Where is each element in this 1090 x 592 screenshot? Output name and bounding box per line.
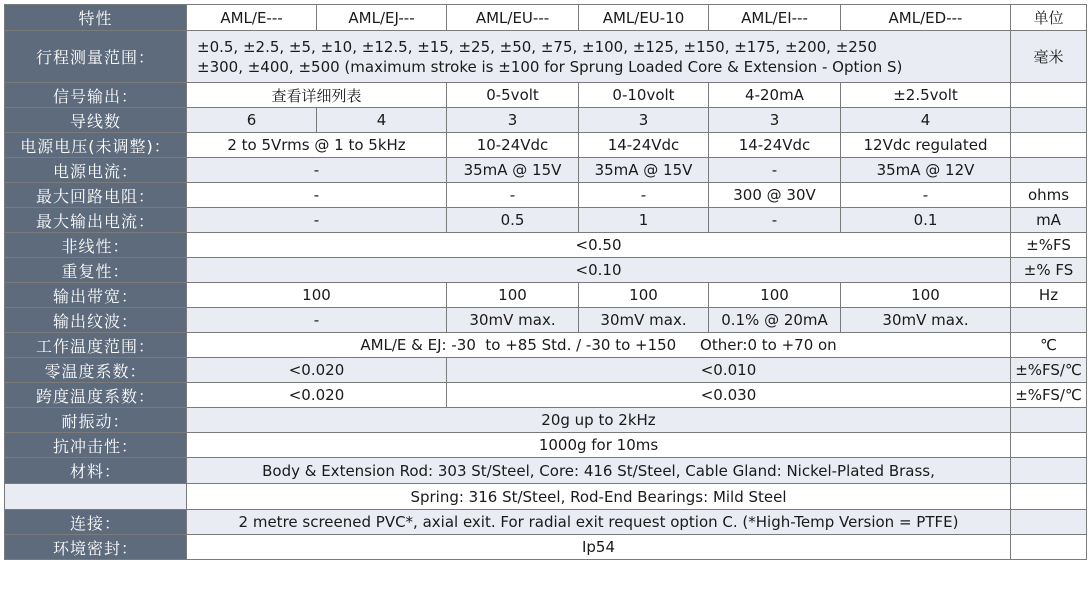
model-header: AML/EJ---	[317, 5, 447, 31]
unit-cell	[1011, 510, 1087, 535]
value-cell: ±2.5volt	[841, 83, 1011, 108]
row-label: 工作温度范围：	[5, 333, 187, 358]
value-cell: 1	[579, 208, 709, 233]
stroke-line-1: ±0.5, ±2.5, ±5, ±10, ±12.5, ±15, ±25, ±50, ±75, ±100, ±125, ±150, ±175, ±200, ±250	[197, 37, 877, 56]
table-row	[5, 31, 1087, 83]
table-row	[5, 83, 1087, 108]
value-cell: 12Vdc regulated	[841, 133, 1011, 158]
row-label: 输出纹波：	[5, 308, 187, 333]
value-cell: 4	[317, 108, 447, 133]
unit-cell	[1011, 535, 1087, 560]
row-label: 零温度系数：	[5, 358, 187, 383]
row-label: 抗冲击性：	[5, 433, 187, 458]
row-label: 耐振动：	[5, 408, 187, 433]
value-cell: 2 metre screened PVC*, axial exit. For radial exit request option C. (*High-Temp Version = PTFE)	[187, 510, 1011, 535]
value-cell: 100	[187, 283, 447, 308]
value-cell: -	[187, 158, 447, 183]
value-cell: <0.030	[447, 383, 1011, 408]
table-row	[5, 233, 1087, 258]
value-cell: -	[841, 183, 1011, 208]
value-cell: 30mV max.	[841, 308, 1011, 333]
unit-cell	[1011, 484, 1087, 510]
unit-cell: 毫米	[1011, 31, 1087, 83]
value-cell: <0.50	[187, 233, 1011, 258]
value-cell: <0.010	[447, 358, 1011, 383]
unit-cell	[1011, 308, 1087, 333]
value-cell: AML/E & EJ: -30 to +85 Std. / -30 to +150 Other:0 to +70 on	[187, 333, 1011, 358]
value-cell: 0.5	[447, 208, 579, 233]
value-cell: <0.020	[187, 383, 447, 408]
model-header: AML/EI---	[709, 5, 841, 31]
row-label: 电源电压(未调整)：	[5, 133, 187, 158]
row-label: 信号输出：	[5, 83, 187, 108]
row-label: 连接：	[5, 510, 187, 535]
unit-cell	[1011, 158, 1087, 183]
row-label: 环境密封：	[5, 535, 187, 560]
value-cell: 3	[709, 108, 841, 133]
row-label: 最大回路电阻：	[5, 183, 187, 208]
value-cell: 3	[447, 108, 579, 133]
unit-cell	[1011, 83, 1087, 108]
value-cell: 100	[841, 283, 1011, 308]
value-cell: 100	[579, 283, 709, 308]
row-label: 电源电流：	[5, 158, 187, 183]
value-cell: 6	[187, 108, 317, 133]
value-cell: Ip54	[187, 535, 1011, 560]
row-label: 特性	[5, 5, 187, 31]
table-row	[5, 358, 1087, 383]
table-row	[5, 133, 1087, 158]
unit-cell: ±%FS	[1011, 233, 1087, 258]
value-cell: 4-20mA	[709, 83, 841, 108]
row-label: 重复性：	[5, 258, 187, 283]
value-cell: 10-24Vdc	[447, 133, 579, 158]
row-label: 输出带宽：	[5, 283, 187, 308]
table-row	[5, 283, 1087, 308]
model-header: AML/EU-10	[579, 5, 709, 31]
value-cell: 4	[841, 108, 1011, 133]
unit-cell	[1011, 408, 1087, 433]
unit-cell: ±%FS/℃	[1011, 383, 1087, 408]
unit-cell	[1011, 108, 1087, 133]
value-cell: 20g up to 2kHz	[187, 408, 1011, 433]
value-cell: 0-10volt	[579, 83, 709, 108]
unit-cell: mA	[1011, 208, 1087, 233]
unit-cell	[1011, 433, 1087, 458]
model-header: AML/ED---	[841, 5, 1011, 31]
value-cell: Body & Extension Rod: 303 St/Steel, Core: 416 St/Steel, Cable Gland: Nickel-Plated Brass,	[187, 458, 1011, 484]
value-cell: 35mA @ 15V	[579, 158, 709, 183]
row-label: 材料：	[5, 458, 187, 484]
value-cell: 0-5volt	[447, 83, 579, 108]
table-row	[5, 383, 1087, 408]
value-cell: 100	[709, 283, 841, 308]
table-row	[5, 108, 1087, 133]
table-row	[5, 458, 1087, 484]
label-spacer	[5, 484, 187, 510]
row-label: 跨度温度系数：	[5, 383, 187, 408]
spec-table	[4, 4, 1087, 560]
unit-cell: ℃	[1011, 333, 1087, 358]
stroke-line-2: ±300, ±400, ±500 (maximum stroke is ±100 for Sprung Loaded Core & Extension - Option S)	[197, 57, 903, 76]
value-cell: 300 @ 30V	[709, 183, 841, 208]
table-row	[5, 5, 1087, 31]
table-row	[5, 408, 1087, 433]
value-cell: 查看详细列表	[187, 83, 447, 108]
model-header: AML/E---	[187, 5, 317, 31]
value-cell: 35mA @ 15V	[447, 158, 579, 183]
value-cell: 2 to 5Vrms @ 1 to 5kHz	[187, 133, 447, 158]
value-cell: <0.020	[187, 358, 447, 383]
value-cell: -	[579, 183, 709, 208]
unit-cell	[1011, 133, 1087, 158]
value-cell: 1000g for 10ms	[187, 433, 1011, 458]
row-label: 行程测量范围：	[5, 31, 187, 83]
table-row	[5, 183, 1087, 208]
unit-cell: ±% FS	[1011, 258, 1087, 283]
value-cell: -	[709, 158, 841, 183]
value-cell: 35mA @ 12V	[841, 158, 1011, 183]
unit-cell: Hz	[1011, 283, 1087, 308]
value-cell: 0.1	[841, 208, 1011, 233]
unit-cell: ±%FS/℃	[1011, 358, 1087, 383]
row-label: 导线数	[5, 108, 187, 133]
table-row	[5, 510, 1087, 535]
value-cell: -	[187, 208, 447, 233]
value-cell: -	[709, 208, 841, 233]
value-cell: -	[447, 183, 579, 208]
table-row	[5, 535, 1087, 560]
unit-cell: ohms	[1011, 183, 1087, 208]
value-cell: -	[187, 308, 447, 333]
table-row	[5, 208, 1087, 233]
table-row	[5, 258, 1087, 283]
value-cell: <0.10	[187, 258, 1011, 283]
unit-header: 单位	[1011, 5, 1087, 31]
row-label: 非线性：	[5, 233, 187, 258]
value-cell: 14-24Vdc	[709, 133, 841, 158]
value-cell: Spring: 316 St/Steel, Rod-End Bearings: Mild Steel	[187, 484, 1011, 510]
value-cell: 30mV max.	[579, 308, 709, 333]
table-row	[5, 308, 1087, 333]
value-cell: 30mV max.	[447, 308, 579, 333]
table-row	[5, 158, 1087, 183]
value-cell: 0.1% @ 20mA	[709, 308, 841, 333]
unit-cell	[1011, 458, 1087, 484]
stroke-values	[187, 31, 1011, 83]
value-cell: 14-24Vdc	[579, 133, 709, 158]
table-row	[5, 484, 1087, 510]
row-label: 最大输出电流：	[5, 208, 187, 233]
value-cell: -	[187, 183, 447, 208]
table-row	[5, 433, 1087, 458]
model-header: AML/EU---	[447, 5, 579, 31]
table-row	[5, 333, 1087, 358]
value-cell: 100	[447, 283, 579, 308]
value-cell: 3	[579, 108, 709, 133]
